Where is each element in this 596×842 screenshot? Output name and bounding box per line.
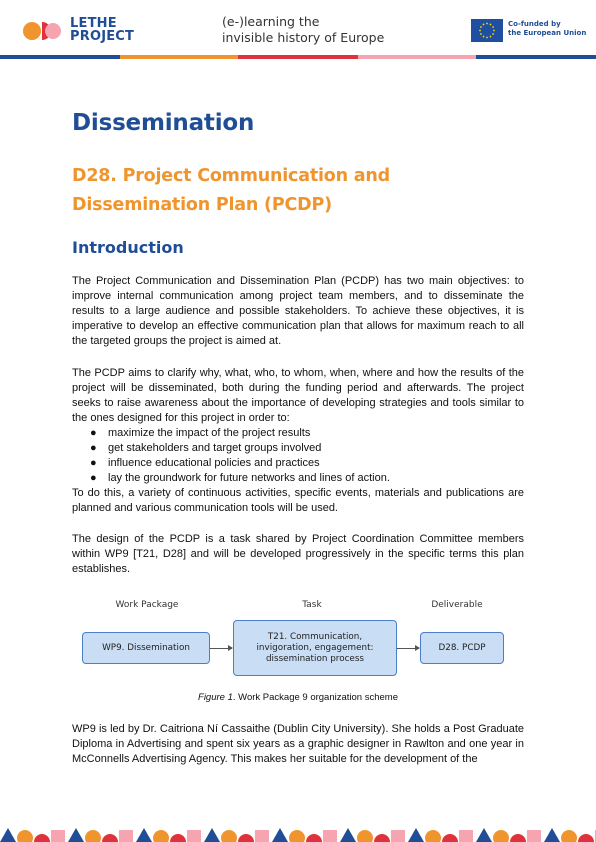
bullet-icon: ● [90, 472, 97, 484]
intro-paragraph-3: To do this, a variety of continuous activities, specific events, materials and publications are planned and various communication tools will be used. [72, 487, 524, 514]
stripe-segment [238, 55, 358, 59]
footer-shape [493, 830, 509, 842]
arrow-wp-to-task [210, 648, 232, 649]
footer-shape [561, 830, 577, 842]
stripe-segment [120, 55, 238, 59]
intro-paragraph-1: The Project Communication and Dissemination Plan (PCDP) has two main objectives: to improve internal communication among project team members, and to disseminate the results to a large audience and possible stakeholders. To achieve these objectives, it is imperative to develop an effective communication plan that allows for maximum reach to all the targeted groups the project is aimed at. [72, 275, 524, 347]
footer-shape [170, 834, 186, 842]
footer-shape [374, 834, 390, 842]
footer-shape [272, 828, 288, 842]
footer-shape [255, 830, 269, 842]
footer-shape [476, 828, 492, 842]
footer-shape [323, 830, 337, 842]
header-color-stripe [0, 55, 596, 59]
tagline-line-2: invisible history of Europe [222, 30, 385, 45]
footer-shape [51, 830, 65, 842]
footer-shape [510, 834, 526, 842]
list-item [72, 456, 524, 471]
intro-paragraph-2: The PCDP aims to clarify why, what, who, to whom, when, where and how the results of the project will be disseminated, both during the funding period and afterwards. The project seeks to raise awareness about the importance of developing strategies and tools similar to the ones designed for this project in order to: [72, 367, 524, 424]
footer-pattern [0, 826, 596, 842]
list-item [72, 471, 524, 486]
intro-paragraph-4: The design of the PCDP is a task shared by Project Coordination Committee members within WP9 [T21, D28] and will be developed progressively in the specific terms this plan establishes. [72, 533, 524, 575]
task-column-label: Task [302, 600, 322, 610]
footer-shape [85, 830, 101, 842]
work-package-column-label: Work Package [115, 600, 179, 610]
list-item-text: lay the groundwork for future networks and lines of action. [108, 472, 390, 484]
footer-shape [578, 834, 594, 842]
footer-shape [102, 834, 118, 842]
task-box: T21. Communication, invigoration, engagement: dissemination process [233, 620, 397, 676]
objectives-list [72, 426, 524, 486]
footer-shape [187, 830, 201, 842]
stripe-segment [358, 55, 476, 59]
logo-line-2: PROJECT [70, 29, 135, 44]
list-item [72, 441, 524, 456]
tagline-line-1: (e-)learning the [222, 14, 320, 29]
footer-shape [306, 834, 322, 842]
page-header [0, 0, 596, 60]
work-package-diagram [72, 596, 524, 696]
footer-shape [357, 830, 373, 842]
stripe-segment [476, 55, 596, 59]
footer-shape [544, 828, 560, 842]
deliverable-title: D28. Project Communication and Dissemination Plan (PCDP) [72, 166, 390, 215]
list-item-text: get stakeholders and target groups involved [108, 442, 322, 454]
list-item-text: maximize the impact of the project results [108, 427, 311, 439]
footer-shape [391, 830, 405, 842]
eu-cofunded-label [508, 20, 586, 38]
page-title: Dissemination [72, 110, 255, 136]
footer-shape [17, 830, 33, 842]
footer-shape [527, 830, 541, 842]
footer-shape [340, 828, 356, 842]
footer-shape [289, 830, 305, 842]
footer-shape [136, 828, 152, 842]
footer-shape [0, 828, 16, 842]
footer-shape [408, 828, 424, 842]
project-logo-text [70, 17, 134, 43]
deliverable-column-label: Deliverable [431, 600, 483, 610]
eu-line-1: Co-funded by [508, 20, 561, 28]
eu-line-2: the European Union [508, 29, 587, 37]
figure-caption-text: . Work Package 9 organization scheme [232, 692, 398, 703]
footer-shape [238, 834, 254, 842]
footer-shape [34, 834, 50, 842]
footer-shape [204, 828, 220, 842]
footer-shape [459, 830, 473, 842]
eu-flag-icon [471, 19, 503, 42]
bullet-icon: ● [90, 442, 97, 454]
logo-line-1: LETHE [70, 16, 117, 31]
bullet-icon: ● [90, 457, 97, 469]
list-item-text: influence educational policies and practices [108, 457, 320, 469]
work-package-box: WP9. Dissemination [82, 632, 210, 664]
section-heading: Introduction [72, 238, 184, 257]
footer-shape [153, 830, 169, 842]
footer-shape [442, 834, 458, 842]
stripe-segment [0, 55, 120, 59]
lethe-logo-icon [22, 18, 62, 44]
bullet-icon: ● [90, 427, 97, 439]
figure-caption [72, 692, 524, 703]
deliverable-box: D28. PCDP [420, 632, 504, 664]
figure-label: Figure 1 [198, 692, 233, 703]
leader-paragraph: WP9 is led by Dr. Caitriona Ní Cassaithe (Dublin City University). She holds a Post Graduate Diploma in Advertising and spent six years as a graphic designer in Rawlton and one year in McConnells Advertising Agency. This makes her suitable for the development of the [72, 723, 524, 765]
project-tagline [222, 14, 384, 46]
footer-shape [221, 830, 237, 842]
footer-shape [68, 828, 84, 842]
footer-shape [119, 830, 133, 842]
arrow-task-to-deliverable [397, 648, 419, 649]
footer-shape [425, 830, 441, 842]
list-item [72, 426, 524, 441]
